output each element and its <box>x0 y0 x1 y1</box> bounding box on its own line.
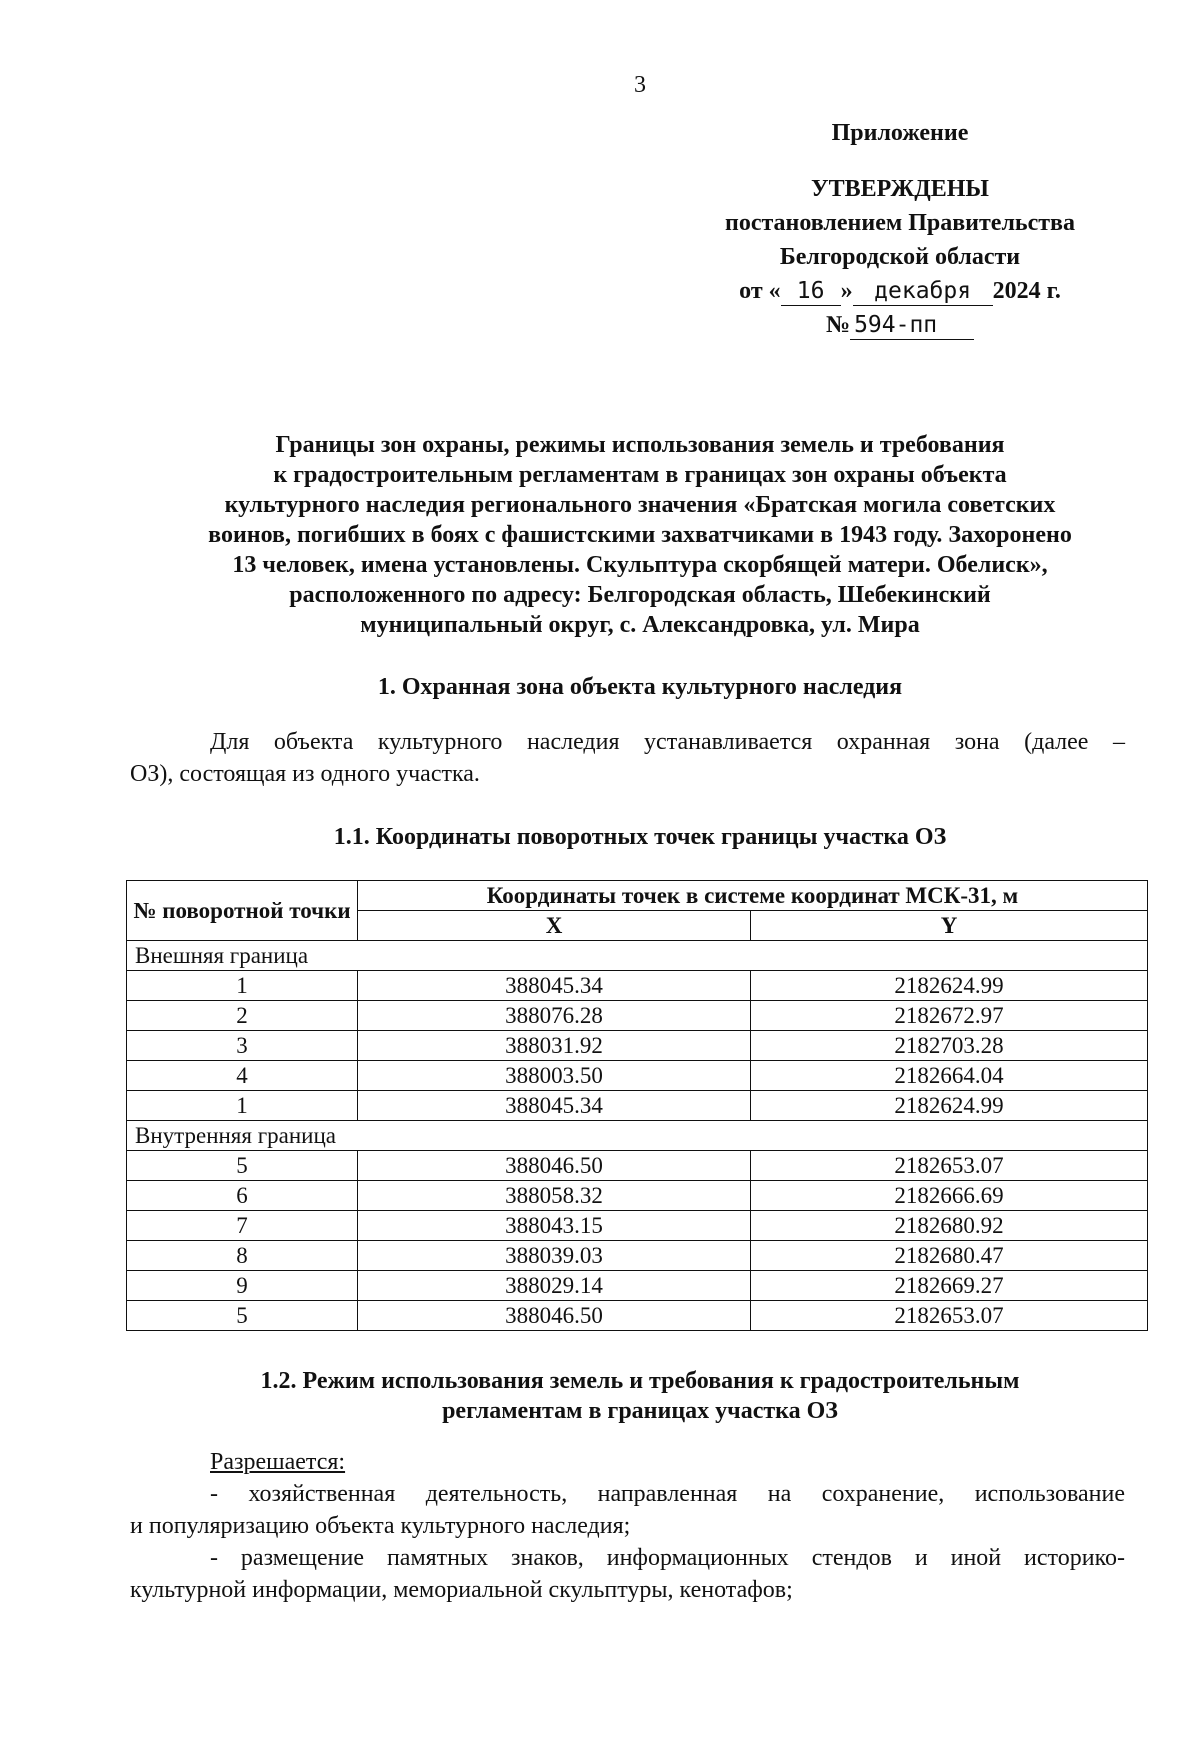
approval-block <box>690 116 1110 342</box>
point-number-cell: 1 <box>127 971 358 1001</box>
y-coordinate-cell: 2182664.04 <box>751 1061 1148 1091</box>
table-row <box>127 1151 1148 1181</box>
x-coordinate-cell: 388029.14 <box>358 1271 751 1301</box>
x-coordinate-cell: 388043.15 <box>358 1211 751 1241</box>
section-1-heading: 1. Охранная зона объекта культурного наследия <box>377 674 903 700</box>
list-item-line: - размещение памятных знаков, информационных стендов и иной историко- <box>210 1545 1125 1571</box>
list-item-line: и популяризацию объекта культурного наследия; <box>130 1513 631 1539</box>
y-coordinate-cell: 2182680.92 <box>751 1211 1148 1241</box>
paragraph-line: Для объекта культурного наследия устанавливается охранная зона (далее – <box>210 729 1125 755</box>
x-coordinate-cell: 388046.50 <box>358 1301 751 1331</box>
heading-line: регламентам в границах участка ОЗ <box>442 1398 838 1424</box>
title-line: воинов, погибших в боях с фашистскими захватчиками в 1943 году. Захоронено <box>208 522 1072 548</box>
table-group-row <box>127 1121 1148 1151</box>
approval-number <box>690 308 1110 342</box>
y-coordinate-cell: 2182680.47 <box>751 1241 1148 1271</box>
date-prefix: от « <box>739 278 781 304</box>
date-mid: » <box>840 278 853 304</box>
y-coordinate-cell: 2182624.99 <box>751 971 1148 1001</box>
table-row <box>127 1301 1148 1331</box>
y-coordinate-cell: 2182653.07 <box>751 1301 1148 1331</box>
title-line: муниципальный округ, с. Александровка, ул. Мира <box>360 612 920 638</box>
point-number-cell: 6 <box>127 1181 358 1211</box>
table-row <box>127 1241 1148 1271</box>
y-coordinate-cell: 2182653.07 <box>751 1151 1148 1181</box>
point-number-cell: 5 <box>127 1151 358 1181</box>
point-number-cell: 1 <box>127 1091 358 1121</box>
list-item-line: культурной информации, мемориальной скульптуры, кенотафов; <box>130 1577 793 1603</box>
list-item-line: - хозяйственная деятельность, направленная на сохранение, использование <box>210 1481 1125 1507</box>
page-number: 3 <box>634 72 646 98</box>
x-coordinate-cell: 388045.34 <box>358 1091 751 1121</box>
heading-line: 1.2. Режим использования земель и требования к градостроительным <box>260 1368 1020 1394</box>
document-title <box>130 430 1150 640</box>
number-value: 594-пп <box>850 311 974 340</box>
table-row <box>127 1031 1148 1061</box>
approval-date <box>690 274 1110 308</box>
table-row <box>127 1061 1148 1091</box>
group-label: Внутренняя граница <box>127 1121 1148 1151</box>
y-coordinate-cell: 2182669.27 <box>751 1271 1148 1301</box>
y-coordinate-cell: 2182666.69 <box>751 1181 1148 1211</box>
point-number-cell: 7 <box>127 1211 358 1241</box>
table-row <box>127 1271 1148 1301</box>
approved-by-line1: постановлением Правительства <box>724 210 1075 236</box>
header-coordinates: Координаты точек в системе координат МСК-31, м <box>358 881 1148 911</box>
table-group-row <box>127 941 1148 971</box>
table-row <box>127 1091 1148 1121</box>
approved-by-line2: Белгородской области <box>779 244 1021 270</box>
point-number-cell: 5 <box>127 1301 358 1331</box>
title-line: к градостроительным регламентам в границах зон охраны объекта <box>273 462 1007 488</box>
date-day: 16 <box>781 277 841 306</box>
header-point-number: № поворотной точки <box>127 881 358 941</box>
table-row <box>127 1211 1148 1241</box>
y-coordinate-cell: 2182672.97 <box>751 1001 1148 1031</box>
header-y: Y <box>751 911 1148 941</box>
x-coordinate-cell: 388003.50 <box>358 1061 751 1091</box>
x-coordinate-cell: 388076.28 <box>358 1001 751 1031</box>
table-row <box>127 1001 1148 1031</box>
appendix-label: Приложение <box>831 120 969 146</box>
paragraph-line: ОЗ), состоящая из одного участка. <box>130 761 480 787</box>
table-row <box>127 971 1148 1001</box>
date-month: декабря <box>853 277 993 306</box>
y-coordinate-cell: 2182624.99 <box>751 1091 1148 1121</box>
date-year: 2024 г. <box>992 278 1061 304</box>
section-1-1-heading: 1.1. Координаты поворотных точек границы участка ОЗ <box>333 824 947 850</box>
group-label: Внешняя граница <box>127 941 1148 971</box>
x-coordinate-cell: 388045.34 <box>358 971 751 1001</box>
coordinates-table <box>126 880 1148 1331</box>
section-1-2-heading <box>120 1366 1160 1426</box>
header-x: X <box>358 911 751 941</box>
spacer <box>690 150 1110 172</box>
section-1-2-body <box>130 1446 1125 1606</box>
x-coordinate-cell: 388031.92 <box>358 1031 751 1061</box>
table-body <box>127 941 1148 1331</box>
section-1-paragraph <box>130 726 1125 790</box>
title-line: культурного наследия регионального значения «Братская могила советских <box>224 492 1056 518</box>
title-line: расположенного по адресу: Белгородская область, Шебекинский <box>289 582 991 608</box>
point-number-cell: 9 <box>127 1271 358 1301</box>
table-row <box>127 1181 1148 1211</box>
number-prefix: № <box>825 312 851 338</box>
y-coordinate-cell: 2182703.28 <box>751 1031 1148 1061</box>
x-coordinate-cell: 388058.32 <box>358 1181 751 1211</box>
title-line: Границы зон охраны, режимы использования земель и требования <box>275 432 1005 458</box>
x-coordinate-cell: 388046.50 <box>358 1151 751 1181</box>
approved-heading: УТВЕРЖДЕНЫ <box>811 176 989 202</box>
point-number-cell: 2 <box>127 1001 358 1031</box>
point-number-cell: 3 <box>127 1031 358 1061</box>
allowed-label: Разрешается: <box>210 1449 346 1475</box>
point-number-cell: 8 <box>127 1241 358 1271</box>
point-number-cell: 4 <box>127 1061 358 1091</box>
x-coordinate-cell: 388039.03 <box>358 1241 751 1271</box>
title-line: 13 человек, имена установлены. Скульптура скорбящей матери. Обелиск», <box>232 552 1048 578</box>
